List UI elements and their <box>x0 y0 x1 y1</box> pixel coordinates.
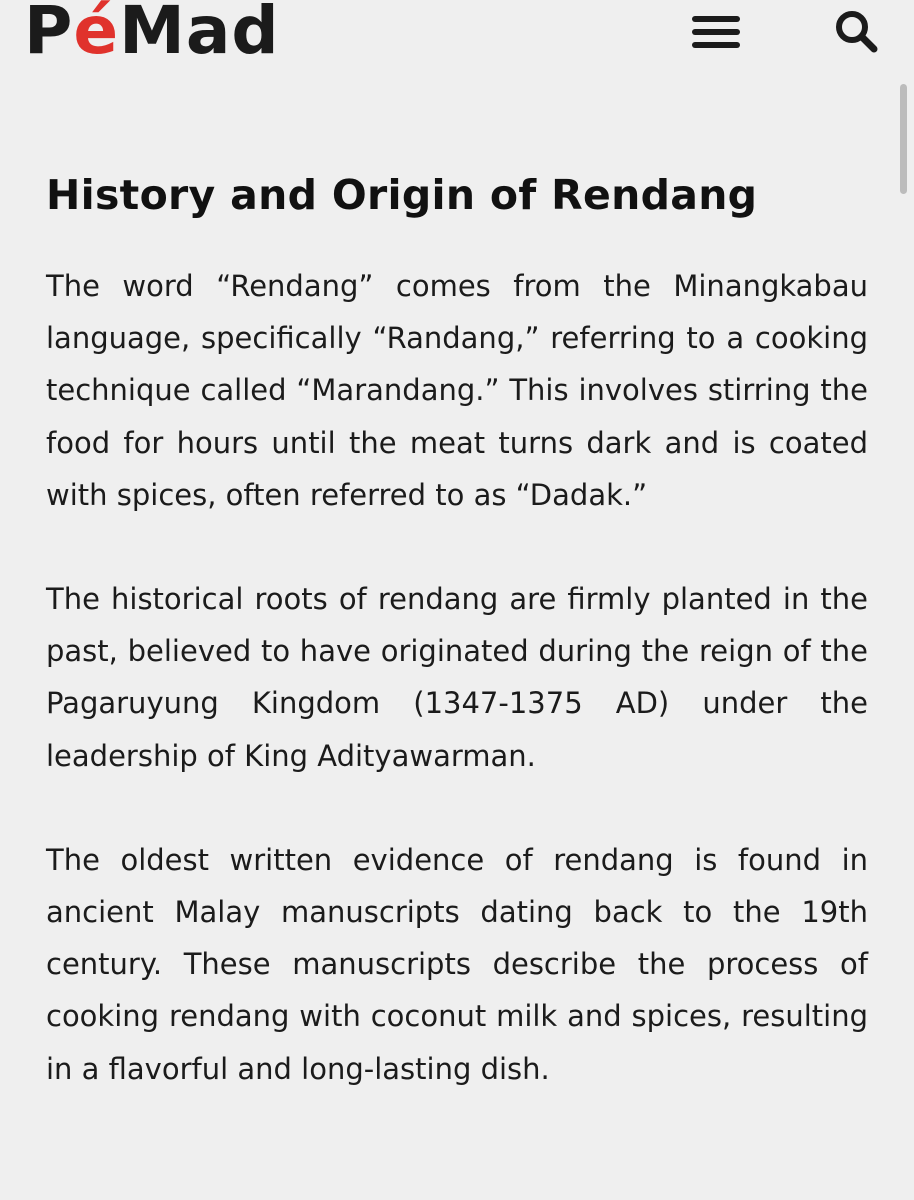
article-content <box>46 160 868 1095</box>
site-header <box>0 0 914 70</box>
menu-button[interactable] <box>690 12 742 52</box>
hamburger-menu-icon <box>690 12 742 52</box>
article-paragraph-2: The historical roots of rendang are firmly planted in the past, believed to have originated during the reign of the Pagaruyung Kingdom (1347-1375 AD) under the leadership of King Adityawarman. <box>46 582 868 773</box>
logo-accent-letter: é <box>73 0 120 69</box>
search-icon <box>830 6 884 56</box>
logo-text-start: P <box>24 0 74 69</box>
search-button[interactable] <box>830 6 884 56</box>
article-title: History and Origin of Rendang <box>46 171 758 219</box>
article-paragraph-3: The oldest written evidence of rendang is found in ancient Malay manuscripts dating back to the 19th century. These manuscripts describe the process of cooking rendang with coconut milk and spices, resulting in a flavorful and long-lasting dish. <box>46 842 868 1086</box>
logo-text-end: Mad <box>119 0 280 69</box>
site-logo[interactable] <box>24 0 280 69</box>
page-scrollbar[interactable] <box>900 84 907 194</box>
article-paragraph-1: The word “Rendang” comes from the Minangkabau language, specifically “Randang,” referring to a cooking technique called “Marandang.” This involves stirring the food for hours until the meat turns dark and is coated with spices, often referred to as “Dadak.” <box>46 269 868 512</box>
